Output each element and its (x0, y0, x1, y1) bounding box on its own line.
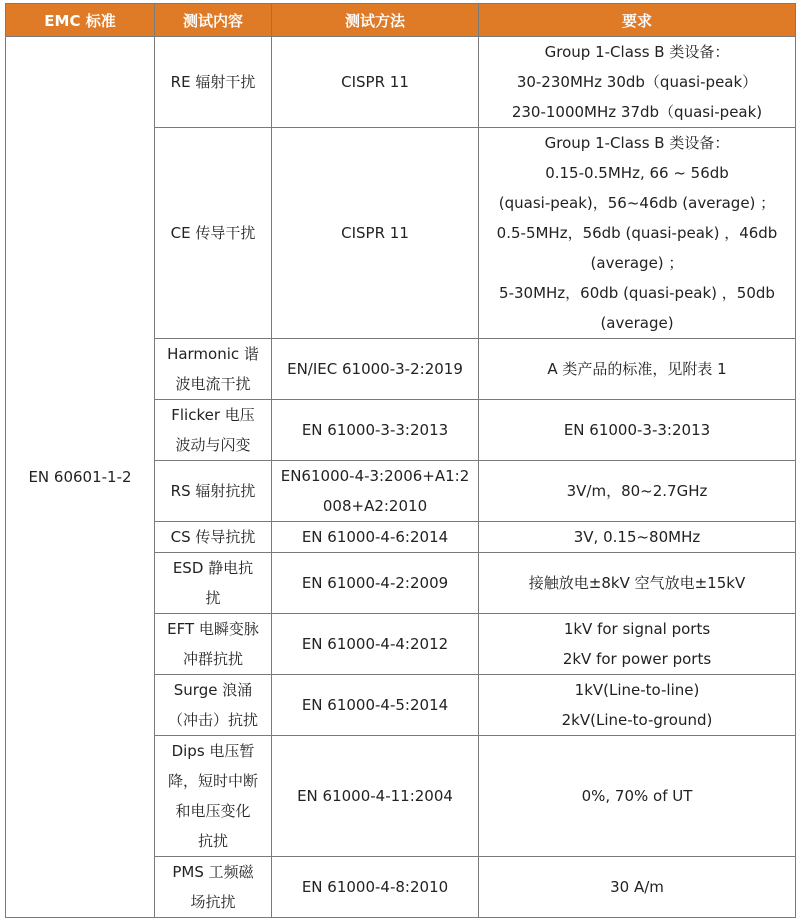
test-content-cell (155, 339, 272, 400)
test-method-cell (272, 736, 479, 857)
table-row (6, 37, 796, 128)
header-emc-standard: EMC 标准 (6, 4, 155, 37)
test-content-line: 和电压变化 (175, 802, 251, 820)
test-content-cell (155, 736, 272, 857)
requirement-line: Group 1-Class B 类设备： (544, 43, 730, 61)
test-content-cell (155, 857, 272, 918)
test-method-cell (272, 339, 479, 400)
requirement-line: 5-30MHz，60db (quasi-peak) ，50db (499, 284, 775, 302)
table-body (6, 37, 796, 918)
requirement-cell (479, 128, 796, 339)
emc-standard-cell: EN 60601-1-2 (6, 37, 155, 918)
test-content-cell (155, 128, 272, 339)
requirement-line: EN 61000-3-3:2013 (563, 421, 711, 439)
test-method-cell (272, 553, 479, 614)
test-method-line: EN 61000-4-5:2014 (301, 696, 449, 714)
test-method-line: EN61000-4-3:2006+A1:2 (280, 467, 470, 485)
requirement-cell (479, 522, 796, 553)
test-method-line: EN/IEC 61000-3-2:2019 (287, 360, 463, 378)
header-test-method: 测试方法 (272, 4, 479, 37)
test-content-cell (155, 37, 272, 128)
test-content-line: 抗扰 (197, 832, 228, 850)
requirement-line: A 类产品的标准，见附表 1 (547, 360, 727, 378)
test-method-line: EN 61000-4-11:2004 (297, 787, 453, 805)
requirement-line: 30 A/m (610, 878, 664, 896)
requirement-cell (479, 553, 796, 614)
requirement-cell (479, 675, 796, 736)
requirement-line: 接触放电±8kV 空气放电±15kV (528, 574, 746, 592)
test-content-line: CS 传导抗扰 (170, 528, 256, 546)
test-content-line: Flicker 电压 (171, 406, 255, 424)
test-content-cell (155, 553, 272, 614)
test-content-line: （冲击）抗扰 (167, 711, 258, 729)
requirement-line: 2kV(Line-to-ground) (561, 711, 713, 729)
requirement-cell (479, 857, 796, 918)
requirement-line: (average) ； (590, 254, 684, 272)
emc-table (5, 3, 796, 918)
test-method-cell (272, 675, 479, 736)
test-content-line: ESD 静电抗 (172, 559, 254, 577)
test-method-line: CISPR 11 (341, 73, 409, 91)
test-content-line: RE 辐射干扰 (170, 73, 256, 91)
header-row (6, 4, 796, 37)
test-method-cell (272, 37, 479, 128)
test-content-cell (155, 614, 272, 675)
requirement-line: 1kV(Line-to-line) (574, 681, 700, 699)
test-method-cell (272, 400, 479, 461)
test-content-cell (155, 522, 272, 553)
test-content-line: 冲群抗扰 (182, 650, 243, 668)
header-test-content: 测试内容 (155, 4, 272, 37)
requirement-line: (quasi-peak)，56~46db (average) ； (498, 194, 776, 212)
test-content-line: PMS 工频磁 (172, 863, 254, 881)
test-content-line: 波电流干扰 (175, 375, 251, 393)
header-requirement: 要求 (479, 4, 796, 37)
test-content-line: RS 辐射抗扰 (170, 482, 256, 500)
requirement-line: 230-1000MHz 37db（quasi-peak) (511, 103, 763, 121)
test-method-line: EN 61000-4-6:2014 (301, 528, 449, 546)
test-content-line: CE 传导干扰 (170, 224, 256, 242)
requirement-cell (479, 736, 796, 857)
requirement-line: 0.15-0.5MHz, 66 ~ 56db (545, 164, 729, 182)
test-content-line: 波动与闪变 (175, 436, 251, 454)
test-method-cell (272, 614, 479, 675)
test-method-cell (272, 128, 479, 339)
test-content-cell (155, 461, 272, 522)
test-method-cell (272, 522, 479, 553)
test-content-line: 降，短时中断 (167, 772, 258, 790)
requirement-cell (479, 339, 796, 400)
requirement-cell (479, 37, 796, 128)
test-content-cell (155, 675, 272, 736)
test-method-line: CISPR 11 (341, 224, 409, 242)
requirement-line: 0.5-5MHz，56db (quasi-peak) ，46db (496, 224, 778, 242)
requirement-cell (479, 614, 796, 675)
requirement-line: Group 1-Class B 类设备： (544, 134, 730, 152)
test-content-line: Dips 电压暂 (171, 742, 255, 760)
requirement-line: 30-230MHz 30db（quasi-peak） (516, 73, 758, 91)
test-content-line: 场抗扰 (190, 893, 236, 911)
requirement-cell (479, 461, 796, 522)
test-method-line: 008+A2:2010 (322, 497, 428, 515)
requirement-line: 0%, 70% of UT (581, 787, 693, 805)
requirement-line: 1kV for signal ports (563, 620, 711, 638)
requirement-cell (479, 400, 796, 461)
test-content-line: 扰 (205, 589, 221, 607)
requirement-line: (average) (600, 314, 674, 332)
test-method-line: EN 61000-4-2:2009 (301, 574, 449, 592)
requirement-line: 2kV for power ports (562, 650, 712, 668)
test-content-line: Surge 浪涌 (173, 681, 253, 699)
test-content-line: EFT 电瞬变脉 (167, 620, 259, 638)
test-method-line: EN 61000-3-3:2013 (301, 421, 449, 439)
test-content-cell (155, 400, 272, 461)
test-method-line: EN 61000-4-8:2010 (301, 878, 449, 896)
requirement-line: 3V/m，80~2.7GHz (566, 482, 708, 500)
test-method-line: EN 61000-4-4:2012 (301, 635, 449, 653)
test-method-cell (272, 857, 479, 918)
test-content-line: Harmonic 谐 (167, 345, 259, 363)
requirement-line: 3V, 0.15~80MHz (573, 528, 701, 546)
test-method-cell (272, 461, 479, 522)
